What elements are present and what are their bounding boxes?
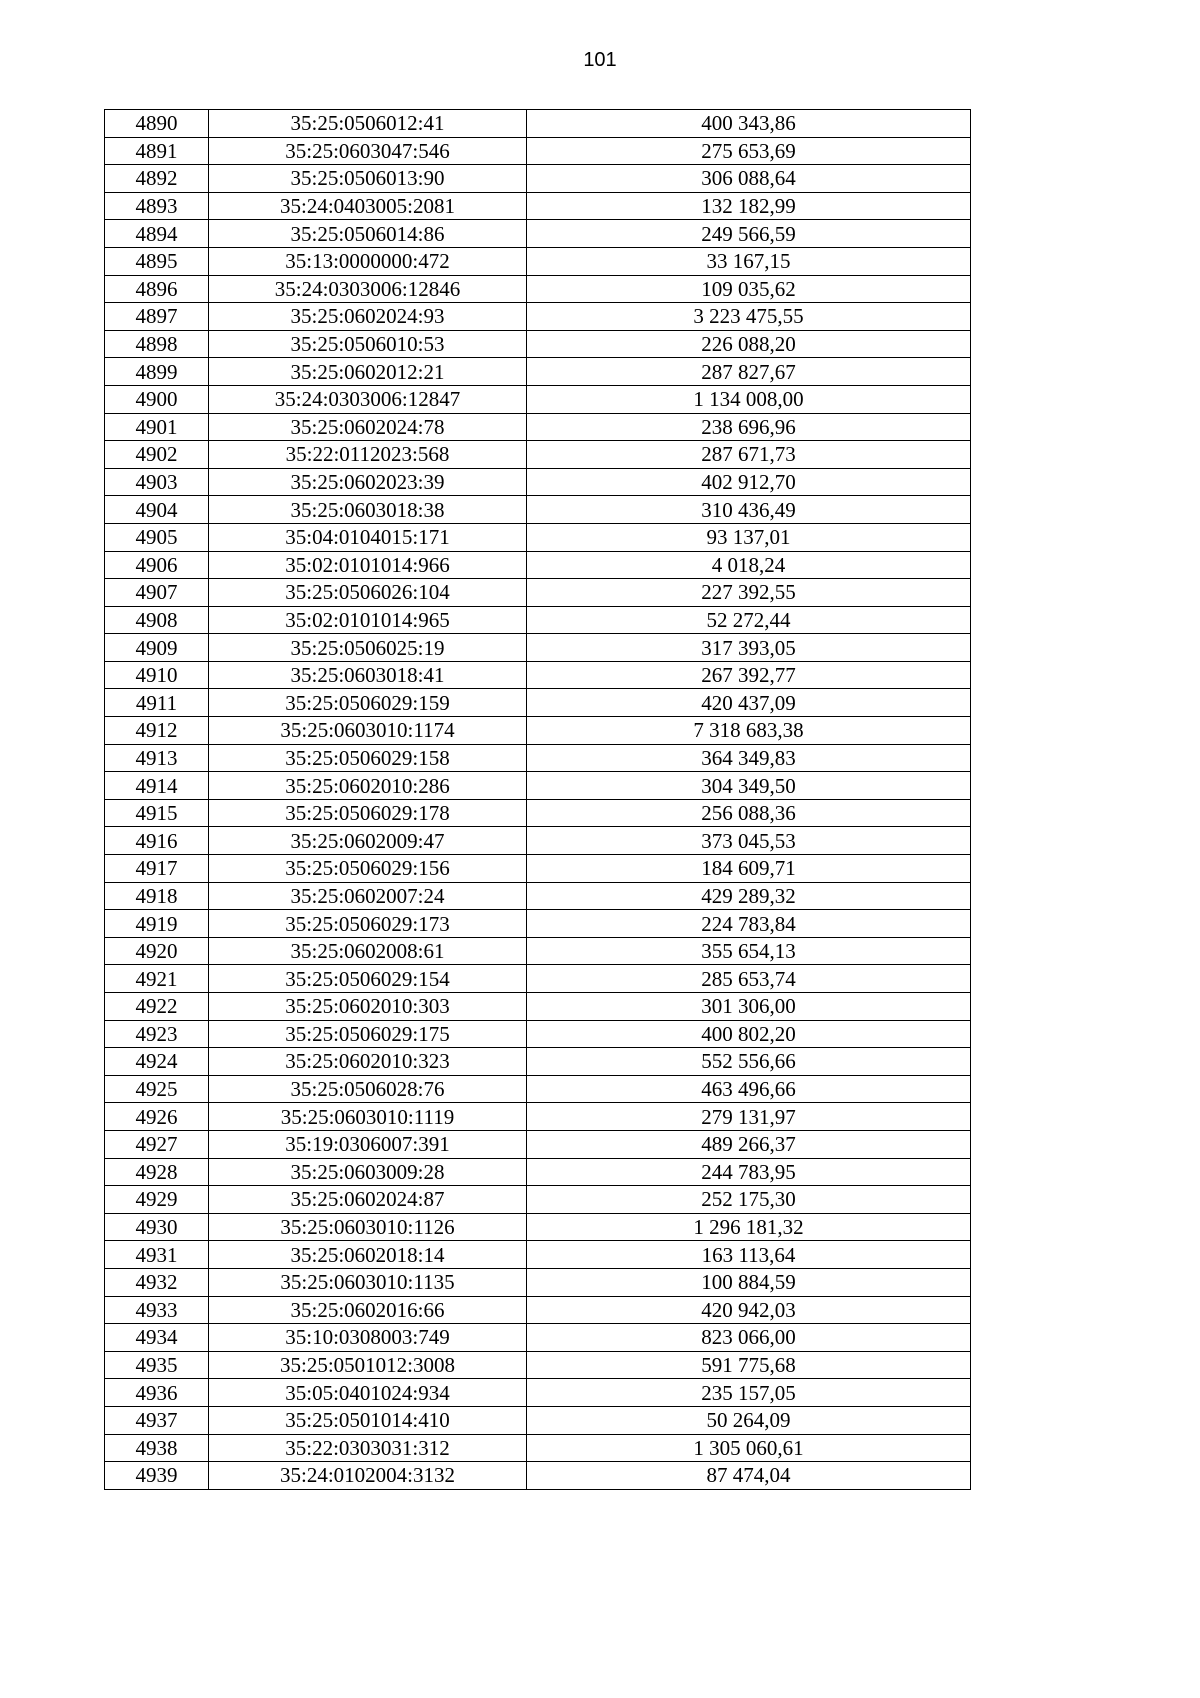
table-row <box>105 1020 971 1048</box>
row-number-cell: 4924 <box>105 1048 209 1076</box>
row-number-cell: 4936 <box>105 1379 209 1407</box>
row-number-cell: 4915 <box>105 799 209 827</box>
table-row <box>105 661 971 689</box>
value-cell: 100 884,59 <box>527 1268 971 1296</box>
value-cell: 402 912,70 <box>527 468 971 496</box>
value-cell: 7 318 683,38 <box>527 717 971 745</box>
table-row <box>105 330 971 358</box>
row-number-cell: 4911 <box>105 689 209 717</box>
table-row <box>105 303 971 331</box>
cadastral-number-cell: 35:25:0506029:156 <box>209 855 527 883</box>
row-number-cell: 4902 <box>105 441 209 469</box>
table-row <box>105 441 971 469</box>
table-row <box>105 551 971 579</box>
cadastral-number-cell: 35:25:0603010:1174 <box>209 717 527 745</box>
table-row <box>105 1186 971 1214</box>
row-number-cell: 4899 <box>105 358 209 386</box>
row-number-cell: 4916 <box>105 827 209 855</box>
row-number-cell: 4912 <box>105 717 209 745</box>
value-cell: 301 306,00 <box>527 993 971 1021</box>
table-row <box>105 247 971 275</box>
row-number-cell: 4919 <box>105 910 209 938</box>
value-cell: 50 264,09 <box>527 1406 971 1434</box>
cadastral-number-cell: 35:25:0506025:19 <box>209 634 527 662</box>
row-number-cell: 4906 <box>105 551 209 579</box>
table-row <box>105 1213 971 1241</box>
value-cell: 244 783,95 <box>527 1158 971 1186</box>
row-number-cell: 4926 <box>105 1103 209 1131</box>
value-cell: 552 556,66 <box>527 1048 971 1076</box>
row-number-cell: 4928 <box>105 1158 209 1186</box>
value-cell: 1 296 181,32 <box>527 1213 971 1241</box>
row-number-cell: 4913 <box>105 744 209 772</box>
table-row <box>105 882 971 910</box>
value-cell: 400 802,20 <box>527 1020 971 1048</box>
row-number-cell: 4908 <box>105 606 209 634</box>
cadastral-number-cell: 35:25:0501012:3008 <box>209 1351 527 1379</box>
cadastral-number-cell: 35:25:0506029:154 <box>209 965 527 993</box>
row-number-cell: 4931 <box>105 1241 209 1269</box>
table-row <box>105 1130 971 1158</box>
value-cell: 1 134 008,00 <box>527 385 971 413</box>
value-cell: 249 566,59 <box>527 220 971 248</box>
value-cell: 256 088,36 <box>527 799 971 827</box>
row-number-cell: 4939 <box>105 1462 209 1490</box>
table-row <box>105 1462 971 1490</box>
table-row <box>105 689 971 717</box>
row-number-cell: 4933 <box>105 1296 209 1324</box>
cadastral-number-cell: 35:25:0506029:158 <box>209 744 527 772</box>
table-row <box>105 275 971 303</box>
cadastral-number-cell: 35:22:0112023:568 <box>209 441 527 469</box>
row-number-cell: 4925 <box>105 1075 209 1103</box>
table-row <box>105 192 971 220</box>
row-number-cell: 4917 <box>105 855 209 883</box>
cadastral-number-cell: 35:25:0506029:173 <box>209 910 527 938</box>
cadastral-number-cell: 35:25:0506029:178 <box>209 799 527 827</box>
row-number-cell: 4890 <box>105 110 209 138</box>
row-number-cell: 4898 <box>105 330 209 358</box>
value-cell: 373 045,53 <box>527 827 971 855</box>
value-cell: 275 653,69 <box>527 137 971 165</box>
table-row <box>105 1406 971 1434</box>
cadastral-number-cell: 35:25:0506028:76 <box>209 1075 527 1103</box>
value-cell: 33 167,15 <box>527 247 971 275</box>
table-row <box>105 717 971 745</box>
value-cell: 304 349,50 <box>527 772 971 800</box>
value-cell: 226 088,20 <box>527 330 971 358</box>
value-cell: 1 305 060,61 <box>527 1434 971 1462</box>
row-number-cell: 4929 <box>105 1186 209 1214</box>
row-number-cell: 4905 <box>105 523 209 551</box>
value-cell: 823 066,00 <box>527 1324 971 1352</box>
cadastral-number-cell: 35:25:0602010:303 <box>209 993 527 1021</box>
cadastral-number-cell: 35:25:0602024:78 <box>209 413 527 441</box>
cadastral-number-cell: 35:10:0308003:749 <box>209 1324 527 1352</box>
value-cell: 400 343,86 <box>527 110 971 138</box>
cadastral-number-cell: 35:02:0101014:965 <box>209 606 527 634</box>
table-row <box>105 1434 971 1462</box>
cadastral-number-cell: 35:05:0401024:934 <box>209 1379 527 1407</box>
row-number-cell: 4930 <box>105 1213 209 1241</box>
row-number-cell: 4918 <box>105 882 209 910</box>
row-number-cell: 4921 <box>105 965 209 993</box>
cadastral-number-cell: 35:25:0602016:66 <box>209 1296 527 1324</box>
table-row <box>105 220 971 248</box>
table-row <box>105 523 971 551</box>
cadastral-number-cell: 35:22:0303031:312 <box>209 1434 527 1462</box>
value-cell: 132 182,99 <box>527 192 971 220</box>
cadastral-number-cell: 35:04:0104015:171 <box>209 523 527 551</box>
data-table <box>104 109 971 1490</box>
value-cell: 93 137,01 <box>527 523 971 551</box>
cadastral-number-cell: 35:25:0603009:28 <box>209 1158 527 1186</box>
table-row <box>105 137 971 165</box>
table-row <box>105 910 971 938</box>
cadastral-number-cell: 35:13:0000000:472 <box>209 247 527 275</box>
row-number-cell: 4932 <box>105 1268 209 1296</box>
row-number-cell: 4901 <box>105 413 209 441</box>
value-cell: 227 392,55 <box>527 579 971 607</box>
table-row <box>105 1048 971 1076</box>
value-cell: 317 393,05 <box>527 634 971 662</box>
cadastral-number-cell: 35:25:0602007:24 <box>209 882 527 910</box>
cadastral-number-cell: 35:25:0602012:21 <box>209 358 527 386</box>
cadastral-number-cell: 35:02:0101014:966 <box>209 551 527 579</box>
cadastral-number-cell: 35:24:0403005:2081 <box>209 192 527 220</box>
table-row <box>105 165 971 193</box>
table-row <box>105 496 971 524</box>
row-number-cell: 4900 <box>105 385 209 413</box>
row-number-cell: 4935 <box>105 1351 209 1379</box>
value-cell: 267 392,77 <box>527 661 971 689</box>
value-cell: 310 436,49 <box>527 496 971 524</box>
row-number-cell: 4893 <box>105 192 209 220</box>
row-number-cell: 4891 <box>105 137 209 165</box>
cadastral-number-cell: 35:25:0506013:90 <box>209 165 527 193</box>
value-cell: 287 827,67 <box>527 358 971 386</box>
table-row <box>105 110 971 138</box>
row-number-cell: 4907 <box>105 579 209 607</box>
row-number-cell: 4927 <box>105 1130 209 1158</box>
value-cell: 109 035,62 <box>527 275 971 303</box>
value-cell: 279 131,97 <box>527 1103 971 1131</box>
cadastral-number-cell: 35:25:0506010:53 <box>209 330 527 358</box>
cadastral-number-cell: 35:25:0506012:41 <box>209 110 527 138</box>
value-cell: 238 696,96 <box>527 413 971 441</box>
cadastral-number-cell: 35:24:0102004:3132 <box>209 1462 527 1490</box>
value-cell: 429 289,32 <box>527 882 971 910</box>
table-row <box>105 1103 971 1131</box>
table-row <box>105 744 971 772</box>
cadastral-number-cell: 35:25:0602009:47 <box>209 827 527 855</box>
row-number-cell: 4903 <box>105 468 209 496</box>
value-cell: 355 654,13 <box>527 937 971 965</box>
table-row <box>105 1158 971 1186</box>
cadastral-number-cell: 35:25:0602010:286 <box>209 772 527 800</box>
cadastral-number-cell: 35:25:0603010:1135 <box>209 1268 527 1296</box>
table-row <box>105 1075 971 1103</box>
table-body <box>105 110 971 1490</box>
value-cell: 306 088,64 <box>527 165 971 193</box>
table-row <box>105 855 971 883</box>
cadastral-number-cell: 35:25:0603010:1126 <box>209 1213 527 1241</box>
table-row <box>105 1296 971 1324</box>
table-row <box>105 468 971 496</box>
cadastral-number-cell: 35:25:0603018:38 <box>209 496 527 524</box>
row-number-cell: 4937 <box>105 1406 209 1434</box>
value-cell: 463 496,66 <box>527 1075 971 1103</box>
cadastral-number-cell: 35:25:0602023:39 <box>209 468 527 496</box>
table-row <box>105 827 971 855</box>
value-cell: 235 157,05 <box>527 1379 971 1407</box>
value-cell: 420 942,03 <box>527 1296 971 1324</box>
value-cell: 252 175,30 <box>527 1186 971 1214</box>
value-cell: 285 653,74 <box>527 965 971 993</box>
cadastral-number-cell: 35:25:0506026:104 <box>209 579 527 607</box>
value-cell: 489 266,37 <box>527 1130 971 1158</box>
value-cell: 420 437,09 <box>527 689 971 717</box>
value-cell: 287 671,73 <box>527 441 971 469</box>
cadastral-number-cell: 35:24:0303006:12846 <box>209 275 527 303</box>
table-row <box>105 413 971 441</box>
cadastral-number-cell: 35:25:0603010:1119 <box>209 1103 527 1131</box>
row-number-cell: 4938 <box>105 1434 209 1462</box>
row-number-cell: 4910 <box>105 661 209 689</box>
table-row <box>105 1241 971 1269</box>
cadastral-number-cell: 35:25:0603047:546 <box>209 137 527 165</box>
value-cell: 163 113,64 <box>527 1241 971 1269</box>
table-row <box>105 937 971 965</box>
cadastral-number-cell: 35:25:0506014:86 <box>209 220 527 248</box>
cadastral-number-cell: 35:25:0602018:14 <box>209 1241 527 1269</box>
row-number-cell: 4894 <box>105 220 209 248</box>
table-row <box>105 772 971 800</box>
cadastral-number-cell: 35:25:0506029:159 <box>209 689 527 717</box>
row-number-cell: 4896 <box>105 275 209 303</box>
row-number-cell: 4909 <box>105 634 209 662</box>
row-number-cell: 4904 <box>105 496 209 524</box>
table-row <box>105 1324 971 1352</box>
table-row <box>105 385 971 413</box>
table-row <box>105 993 971 1021</box>
table-row <box>105 799 971 827</box>
cadastral-number-cell: 35:24:0303006:12847 <box>209 385 527 413</box>
value-cell: 591 775,68 <box>527 1351 971 1379</box>
page-number: 101 <box>583 49 617 71</box>
table-row <box>105 634 971 662</box>
row-number-cell: 4892 <box>105 165 209 193</box>
value-cell: 184 609,71 <box>527 855 971 883</box>
cadastral-number-cell: 35:25:0506029:175 <box>209 1020 527 1048</box>
table-row <box>105 1379 971 1407</box>
cadastral-number-cell: 35:25:0602008:61 <box>209 937 527 965</box>
value-cell: 52 272,44 <box>527 606 971 634</box>
value-cell: 4 018,24 <box>527 551 971 579</box>
row-number-cell: 4922 <box>105 993 209 1021</box>
table-row <box>105 579 971 607</box>
table-row <box>105 606 971 634</box>
cadastral-number-cell: 35:25:0602024:87 <box>209 1186 527 1214</box>
table-row <box>105 965 971 993</box>
row-number-cell: 4923 <box>105 1020 209 1048</box>
cadastral-number-cell: 35:25:0501014:410 <box>209 1406 527 1434</box>
table-row <box>105 1351 971 1379</box>
row-number-cell: 4934 <box>105 1324 209 1352</box>
cadastral-number-cell: 35:25:0602010:323 <box>209 1048 527 1076</box>
cadastral-number-cell: 35:25:0603018:41 <box>209 661 527 689</box>
value-cell: 224 783,84 <box>527 910 971 938</box>
value-cell: 3 223 475,55 <box>527 303 971 331</box>
table-row <box>105 358 971 386</box>
row-number-cell: 4897 <box>105 303 209 331</box>
row-number-cell: 4895 <box>105 247 209 275</box>
row-number-cell: 4914 <box>105 772 209 800</box>
value-cell: 87 474,04 <box>527 1462 971 1490</box>
row-number-cell: 4920 <box>105 937 209 965</box>
cadastral-number-cell: 35:19:0306007:391 <box>209 1130 527 1158</box>
table-row <box>105 1268 971 1296</box>
value-cell: 364 349,83 <box>527 744 971 772</box>
cadastral-number-cell: 35:25:0602024:93 <box>209 303 527 331</box>
